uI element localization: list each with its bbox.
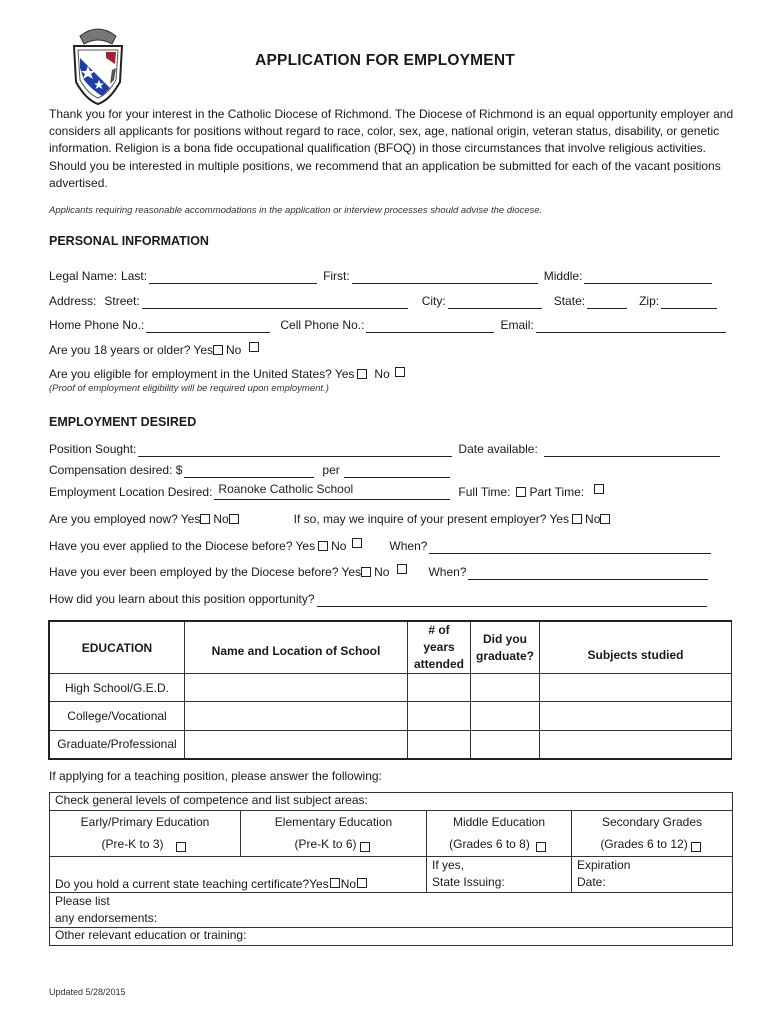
- certificate-yes-label: Yes: [309, 877, 329, 891]
- expiration-label: Expiration: [577, 858, 631, 872]
- applied-before-row: [49, 536, 731, 554]
- employed-before-yes-label: Yes: [341, 565, 362, 579]
- edu-header-education: EDUCATION: [49, 621, 185, 674]
- middle-checkbox[interactable]: [536, 842, 546, 852]
- employed-before-question: Have you ever been employed by the Diocese before?: [49, 565, 339, 579]
- learn-row: [49, 589, 731, 607]
- applied-no-label: No: [331, 539, 347, 553]
- first-name-label: First:: [323, 269, 350, 283]
- home-phone-label: Home Phone No.:: [49, 318, 145, 332]
- elementary-label: Elementary Education: [274, 815, 393, 829]
- location-field[interactable]: [214, 482, 450, 500]
- updated-date: Updated 5/28/2015: [49, 987, 126, 997]
- part-time-label: Part Time:: [529, 485, 585, 499]
- city-field[interactable]: [448, 295, 542, 309]
- location-row: [49, 482, 731, 500]
- compensation-field[interactable]: [184, 464, 314, 478]
- employed-now-no-checkbox[interactable]: [229, 514, 239, 524]
- edu-row-label: High School/G.E.D.: [49, 674, 185, 702]
- eligibility-no-checkbox[interactable]: [395, 367, 405, 377]
- part-time-checkbox[interactable]: [594, 484, 604, 494]
- compensation-row: [49, 460, 731, 478]
- state-issuing-label: State Issuing:: [432, 875, 505, 889]
- table-row: [49, 674, 732, 702]
- certificate-no-label: No: [340, 877, 357, 891]
- street-field[interactable]: [142, 295, 408, 309]
- edu-years-cell[interactable]: [408, 674, 471, 702]
- applied-before-question: Have you ever applied to the Diocese before?: [49, 539, 293, 553]
- check-levels-label: Check general levels of competence and list subject areas:: [50, 793, 733, 811]
- employed-now-yes-label: Yes: [180, 512, 201, 526]
- email-field[interactable]: [536, 319, 726, 333]
- age-no-checkbox[interactable]: [249, 342, 259, 352]
- edu-header-subjects: Subjects studied: [540, 621, 732, 674]
- state-field[interactable]: [587, 295, 627, 309]
- form-title: APPLICATION FOR EMPLOYMENT: [255, 52, 515, 69]
- personal-info-heading: PERSONAL INFORMATION: [49, 234, 209, 248]
- inquire-question: If so, may we inquire of your present employer?: [293, 512, 547, 526]
- address-label: Address:: [49, 294, 97, 308]
- inquire-no-label: No: [585, 512, 601, 526]
- employed-before-no-label: No: [374, 565, 390, 579]
- email-label: Email:: [500, 318, 534, 332]
- edu-row-label: College/Vocational: [49, 702, 185, 731]
- certificate-no-checkbox[interactable]: [357, 878, 367, 888]
- edu-school-cell[interactable]: [185, 731, 408, 759]
- edu-school-cell[interactable]: [185, 674, 408, 702]
- position-field[interactable]: [138, 443, 452, 457]
- early-primary-label: Early/Primary Education: [80, 815, 210, 829]
- intro-paragraph: Thank you for your interest in the Catholic Diocese of Richmond. The Diocese of Richmond is an equal opportunity employer and considers all applicants for positions without regard to race, color, sex, age, national origin, veteran status, disability, or genetic information. Religion is a bona fide occupational qualification (BFOQ) in those circumstances that involve religious activities. Should you be interested in multiple positions, we recommend that an application be submitted for each of the vacant positions advertised.: [49, 107, 734, 190]
- date-available-label: Date available:: [458, 442, 538, 456]
- eligibility-row: [49, 364, 731, 382]
- street-label: Street:: [104, 294, 140, 308]
- location-label: Employment Location Desired:: [49, 485, 213, 499]
- edu-subjects-cell[interactable]: [540, 702, 732, 731]
- inquire-yes-label: Yes: [549, 512, 570, 526]
- last-name-field[interactable]: [149, 270, 317, 284]
- address-row: [49, 291, 731, 309]
- eligibility-yes-checkbox[interactable]: [357, 369, 367, 379]
- middle-label: Middle Education: [452, 815, 546, 829]
- cell-phone-field[interactable]: [366, 319, 494, 333]
- city-label: City:: [421, 294, 446, 308]
- per-field[interactable]: [344, 464, 450, 478]
- edu-graduate-cell[interactable]: [471, 731, 540, 759]
- accommodation-note: Applicants requiring reasonable accommodations in the application or interview processes should advise the diocese.: [49, 205, 543, 216]
- teaching-table: [49, 792, 733, 946]
- applied-when-field[interactable]: [429, 540, 711, 554]
- expiration-date-label: Date:: [577, 875, 606, 889]
- legal-name-label: Legal Name:: [49, 269, 118, 283]
- applied-no-checkbox[interactable]: [352, 538, 362, 548]
- secondary-range: (Grades 6 to 12): [600, 837, 688, 851]
- learn-field[interactable]: [317, 593, 707, 607]
- employed-when-label: When?: [428, 565, 467, 579]
- middle-name-field[interactable]: [584, 270, 712, 284]
- certificate-question: Do you hold a current state teaching certificate?: [55, 877, 310, 891]
- age-row: [49, 340, 731, 358]
- early-primary-range: (Pre-K to 3): [101, 837, 164, 851]
- last-name-label: Last:: [121, 269, 148, 283]
- elementary-cell: [241, 811, 427, 857]
- other-training-label: Other relevant education or training:: [55, 928, 247, 942]
- employed-when-field[interactable]: [468, 566, 708, 580]
- cell-phone-label: Cell Phone No.:: [280, 318, 365, 332]
- zip-field[interactable]: [661, 295, 717, 309]
- elementary-checkbox[interactable]: [360, 842, 370, 852]
- edu-graduate-cell[interactable]: [471, 702, 540, 731]
- eligibility-question: Are you eligible for employment in the United States?: [49, 367, 332, 381]
- edu-subjects-cell[interactable]: [540, 731, 732, 759]
- employed-now-row: [49, 509, 731, 527]
- inquire-no-checkbox[interactable]: [600, 514, 610, 524]
- secondary-cell: [572, 811, 733, 857]
- eligibility-yes-label: Yes: [334, 367, 355, 381]
- edu-subjects-cell[interactable]: [540, 674, 732, 702]
- zip-label: Zip:: [639, 294, 660, 308]
- table-row: [49, 702, 732, 731]
- certificate-cell: [50, 857, 427, 893]
- first-name-field[interactable]: [352, 270, 538, 284]
- certificate-yes-checkbox[interactable]: [330, 878, 340, 888]
- edu-school-cell[interactable]: [185, 702, 408, 731]
- employed-now-no-label: No: [213, 512, 229, 526]
- age-question: Are you 18 years or older?: [49, 343, 191, 357]
- edu-header-years: # of years attended: [408, 621, 471, 674]
- employed-before-yes-checkbox[interactable]: [361, 567, 371, 577]
- edu-years-cell[interactable]: [408, 702, 471, 731]
- per-label: per: [322, 463, 340, 477]
- employment-desired-heading: EMPLOYMENT DESIRED: [49, 415, 197, 429]
- edu-years-cell[interactable]: [408, 731, 471, 759]
- location-value: Roanoke Catholic School: [218, 482, 354, 496]
- full-time-checkbox[interactable]: [516, 487, 526, 497]
- expiration-cell[interactable]: [572, 857, 733, 893]
- middle-name-label: Middle:: [543, 269, 583, 283]
- other-training-cell[interactable]: [50, 928, 733, 946]
- date-available-field[interactable]: [544, 443, 720, 457]
- early-primary-checkbox[interactable]: [176, 842, 186, 852]
- inquire-yes-checkbox[interactable]: [572, 514, 582, 524]
- employed-before-row: [49, 562, 731, 580]
- secondary-checkbox[interactable]: [691, 842, 701, 852]
- compensation-label: Compensation desired: $: [49, 463, 183, 477]
- middle-range: (Grades 6 to 8): [449, 837, 530, 851]
- teaching-intro: If applying for a teaching position, please answer the following:: [49, 769, 382, 783]
- applied-yes-checkbox[interactable]: [318, 541, 328, 551]
- applied-when-label: When?: [389, 539, 428, 553]
- proof-note: (Proof of employment eligibility will be required upon employment.): [49, 383, 329, 394]
- age-no-label: No: [226, 343, 242, 357]
- legal-name-row: [49, 266, 731, 284]
- full-time-label: Full Time:: [458, 485, 511, 499]
- home-phone-field[interactable]: [146, 319, 270, 333]
- age-yes-label: Yes: [193, 343, 213, 357]
- state-issuing-cell[interactable]: [427, 857, 572, 893]
- if-yes-label: If yes,: [432, 858, 465, 872]
- position-row: [49, 439, 731, 457]
- early-primary-cell: [50, 811, 241, 857]
- age-yes-checkbox[interactable]: [213, 345, 223, 355]
- employed-before-no-checkbox[interactable]: [397, 564, 407, 574]
- endorsements-label-2: any endorsements:: [55, 911, 158, 925]
- endorsements-cell[interactable]: [50, 893, 733, 928]
- education-table: [48, 620, 732, 760]
- edu-header-school: Name and Location of School: [185, 621, 408, 674]
- applied-yes-label: Yes: [295, 539, 316, 553]
- secondary-label: Secondary Grades: [601, 815, 703, 829]
- employed-now-yes-checkbox[interactable]: [200, 514, 210, 524]
- edu-header-graduate: Did you graduate?: [471, 621, 540, 674]
- elementary-range: (Pre-K to 6): [294, 837, 357, 851]
- employed-now-question: Are you employed now?: [49, 512, 178, 526]
- learn-question: How did you learn about this position opportunity?: [49, 592, 315, 606]
- eligibility-no-label: No: [374, 367, 390, 381]
- state-label: State:: [553, 294, 586, 308]
- endorsements-label-1: Please list: [55, 894, 110, 908]
- position-label: Position Sought:: [49, 442, 137, 456]
- middle-cell: [427, 811, 572, 857]
- table-row: [49, 731, 732, 759]
- edu-row-label: Graduate/Professional: [49, 731, 185, 759]
- edu-graduate-cell[interactable]: [471, 674, 540, 702]
- phone-row: [49, 315, 731, 333]
